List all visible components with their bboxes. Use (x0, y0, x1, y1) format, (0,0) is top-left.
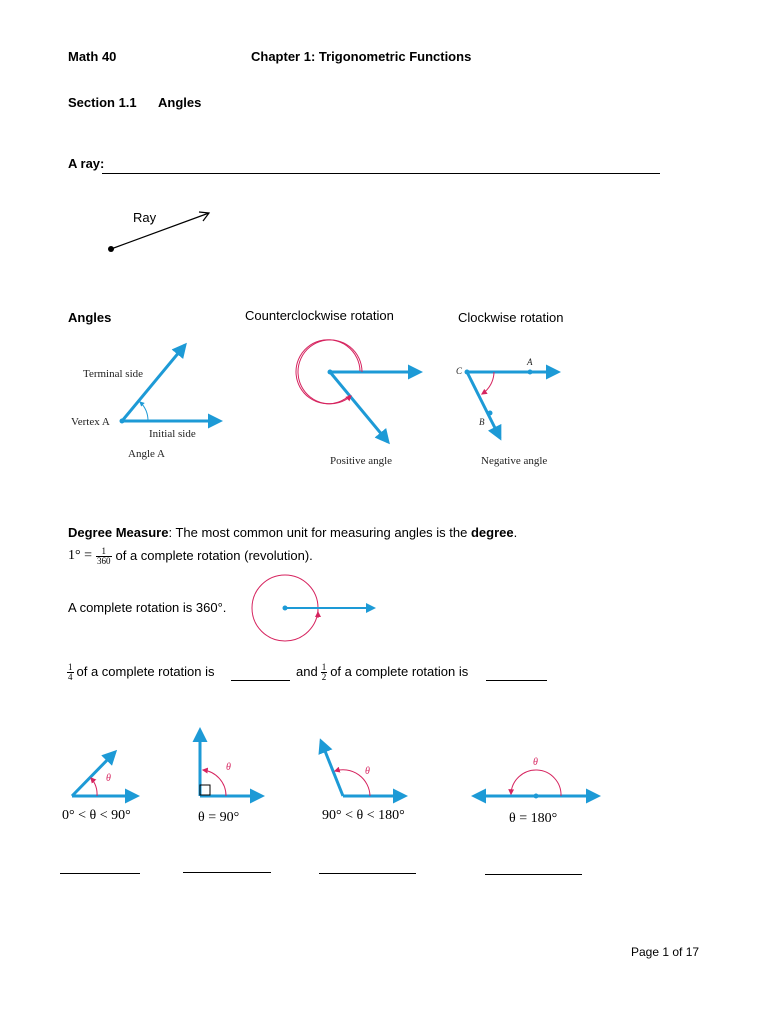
frac-denominator: 360 (97, 555, 111, 566)
fraction-part2: of a complete rotation is (330, 664, 469, 679)
complete-rotation-text: A complete rotation is 360°. (68, 600, 227, 615)
fraction-part1: of a complete rotation is (76, 664, 215, 679)
half-num: 1 (321, 661, 327, 672)
theta-straight: θ (533, 757, 538, 768)
cw-caption: Clockwise rotation (458, 310, 564, 325)
section-number: Section 1.1 (68, 95, 137, 110)
point-a-label: A (527, 357, 533, 367)
and-word: and (296, 664, 318, 679)
ray-definition-label: A ray: (68, 156, 105, 171)
one-degree-eq: 1° = (68, 548, 92, 563)
section-title: Angles (158, 95, 202, 110)
one-degree-rest: of a complete rotation (revolution). (115, 548, 313, 563)
theta-acute: θ (106, 773, 111, 784)
theta-right: θ (226, 762, 231, 773)
acute-angle-label: 0° < θ < 90° (62, 808, 131, 823)
quarter-den: 4 (68, 671, 73, 682)
obtuse-angle-label: 90° < θ < 180° (322, 808, 405, 823)
chapter-title: Chapter 1: Trigonometric Functions (251, 49, 472, 64)
degree-measure-term: Degree Measure (68, 525, 169, 540)
acute-answer-blank[interactable] (60, 873, 140, 874)
degree-period: . (513, 525, 518, 540)
straight-angle-label: θ = 180° (509, 811, 558, 826)
initial-side-label: Initial side (149, 428, 196, 440)
angles-heading: Angles (68, 310, 112, 325)
negative-angle-caption: Negative angle (481, 455, 548, 467)
degree-measure-text: : The most common unit for measuring angles is the (168, 525, 471, 540)
theta-obtuse: θ (365, 766, 370, 777)
obtuse-answer-blank[interactable] (319, 873, 416, 874)
quarter-num: 1 (68, 661, 73, 672)
point-b-label: B (479, 417, 485, 427)
degree-word: degree (470, 525, 514, 540)
angle-a-caption: Angle A (128, 448, 165, 460)
point-c-label: C (456, 366, 463, 376)
terminal-side-label: Terminal side (83, 368, 144, 380)
page-number: Page 1 of 17 (631, 945, 700, 959)
ccw-caption: Counterclockwise rotation (245, 308, 394, 323)
vertex-label: Vertex A (71, 416, 110, 428)
right-angle-label: θ = 90° (198, 810, 240, 825)
half-den: 2 (321, 671, 327, 682)
right-answer-blank[interactable] (183, 872, 271, 873)
ray-figure-label: Ray (133, 210, 157, 225)
frac-numerator: 1 (96, 547, 112, 557)
straight-answer-blank[interactable] (485, 874, 582, 875)
course-title: Math 40 (68, 49, 117, 64)
positive-angle-caption: Positive angle (330, 455, 393, 467)
